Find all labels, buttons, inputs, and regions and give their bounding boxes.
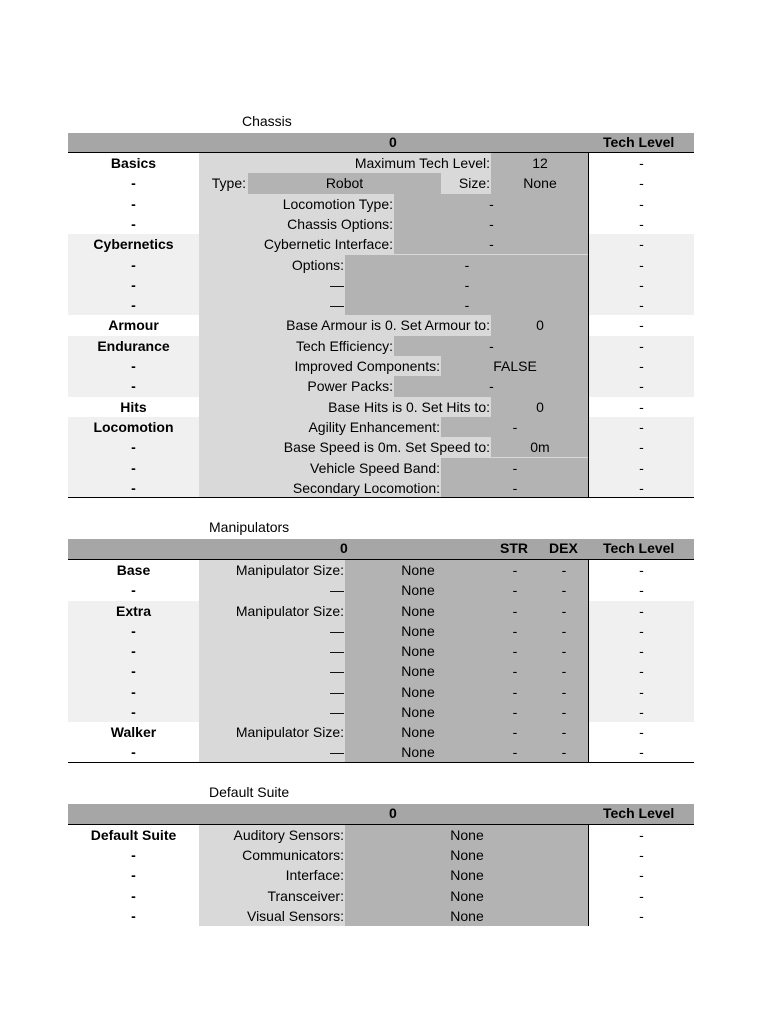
default-suite-header <box>68 804 694 824</box>
chassis-row-value[interactable]: - <box>464 276 470 293</box>
manipulators-row-value[interactable]: None <box>401 703 435 720</box>
chassis-row-label: — <box>330 276 344 293</box>
manipulators-row-tech: - <box>639 582 644 599</box>
chassis-row-label: Tech Efficiency: <box>295 337 393 354</box>
manipulators-row-str: - <box>512 683 518 700</box>
manipulators-row-dex: - <box>561 703 567 720</box>
chassis-row-label: Vehicle Speed Band: <box>310 459 440 476</box>
manipulators-row-str: - <box>512 643 518 659</box>
chassis-header-tech: Tech Level <box>603 134 675 150</box>
default-suite-row-group: Default Suite <box>90 827 177 843</box>
chassis-row-group: - <box>131 297 136 314</box>
default-suite-title: Default Suite <box>209 784 290 800</box>
manipulators-row-value[interactable]: None <box>401 562 435 578</box>
manipulators-row-str: - <box>512 582 518 599</box>
manipulators-row-group: Extra <box>115 602 152 619</box>
manipulators-row-dex: - <box>561 643 567 659</box>
manipulators-row-str: - <box>512 703 518 720</box>
manipulators-header <box>68 539 694 559</box>
default-suite-row-group: - <box>131 847 136 864</box>
chassis-row-tech: - <box>639 297 644 314</box>
manipulators-header-value: 0 <box>340 540 348 556</box>
chassis-row-value[interactable]: - <box>489 195 494 212</box>
chassis-row-label: Base Speed is 0m. Set Speed to: <box>283 439 490 456</box>
manipulators-row-value[interactable]: None <box>401 663 435 680</box>
default-suite-row-tech: - <box>639 847 644 864</box>
chassis-row-group: Locomotion <box>93 418 174 435</box>
chassis-header-value: 0 <box>389 134 397 150</box>
chassis-row-label: Locomotion Type: <box>282 195 393 212</box>
chassis-row-tech: - <box>639 439 644 456</box>
manipulators-row-str: - <box>512 622 518 639</box>
manipulators-row-group: - <box>131 663 136 680</box>
manipulators-row-tech: - <box>639 683 644 700</box>
chassis-row-tech: - <box>639 418 644 435</box>
manipulators-row-label: Manipulator Size: <box>235 602 344 619</box>
manipulators-row-label: Manipulator Size: <box>235 724 344 740</box>
default-suite-row-tech: - <box>639 867 644 884</box>
manipulators-row-tech: - <box>639 622 644 639</box>
manipulators-row-label: — <box>330 622 344 639</box>
manipulators-header-str: STR <box>500 540 528 556</box>
chassis-row-group: Basics <box>110 155 157 171</box>
chassis-size-value[interactable]: None <box>523 175 557 192</box>
manipulators-row-label: — <box>330 703 344 720</box>
chassis-row-value[interactable]: - <box>489 378 494 395</box>
chassis-row-value[interactable]: - <box>512 418 518 435</box>
chassis-row-group: - <box>131 215 136 232</box>
chassis-row-group: - <box>131 439 136 456</box>
chassis-row-group: - <box>131 256 136 273</box>
manipulators-row-group: - <box>131 744 136 761</box>
chassis-row-value[interactable]: - <box>464 256 470 273</box>
chassis-row-tech: - <box>639 215 644 232</box>
chassis-row-value[interactable]: - <box>464 297 470 314</box>
default-suite-row-value[interactable]: None <box>450 867 484 884</box>
chassis-row-tech: - <box>639 337 644 354</box>
manipulators-row-group: - <box>131 622 136 639</box>
default-suite-row-tech: - <box>639 907 644 924</box>
default-suite-row-label: Interface: <box>285 867 344 884</box>
chassis-row-group: Armour <box>108 317 159 334</box>
manipulators-row-tech: - <box>639 663 644 680</box>
chassis-row-group: Cybernetics <box>93 236 174 253</box>
manipulators-row-group: - <box>131 643 136 659</box>
manipulators-row-group: - <box>131 703 136 720</box>
manipulators-row-label: Manipulator Size: <box>235 562 344 578</box>
manipulators-row-dex: - <box>561 562 567 578</box>
manipulators-row-label: — <box>330 663 344 680</box>
chassis-header <box>68 133 694 153</box>
manipulators-row-str: - <box>512 724 518 740</box>
chassis-row-label: Options: <box>291 256 344 273</box>
chassis-row-label: Cybernetic Interface: <box>263 236 393 253</box>
manipulators-row-dex: - <box>561 602 567 619</box>
chassis-title: Chassis <box>242 113 292 129</box>
chassis-row-group: - <box>131 358 136 374</box>
default-suite-header-value: 0 <box>389 805 397 821</box>
manipulators-title: Manipulators <box>209 519 290 535</box>
manipulators-row-label: — <box>330 643 344 659</box>
manipulators-row-group: - <box>131 683 136 700</box>
chassis-row-tech: - <box>639 195 644 212</box>
manipulators-row-value[interactable]: None <box>401 744 435 761</box>
manipulators-divider <box>588 560 589 762</box>
chassis-size-label: Size: <box>458 175 490 192</box>
chassis-row-label: Base Hits is 0. Set Hits to: <box>328 398 490 415</box>
manipulators-row-dex: - <box>561 744 567 761</box>
chassis-row-value[interactable]: - <box>489 215 494 232</box>
manipulators-row-dex: - <box>561 582 567 599</box>
manipulators-row-dex: - <box>561 622 567 639</box>
default-suite-row-value[interactable]: None <box>450 887 484 904</box>
default-suite-row-label: Visual Sensors: <box>246 907 344 924</box>
chassis-row-label: Agility Enhancement: <box>308 418 440 435</box>
default-suite-row-group: - <box>131 867 136 884</box>
manipulators-row-dex: - <box>561 663 567 680</box>
chassis-row-label: — <box>330 297 344 314</box>
manipulators-row-tech: - <box>639 562 644 578</box>
manipulators-row-group: - <box>131 582 136 599</box>
chassis-row-label: Secondary Locomotion: <box>292 479 440 496</box>
chassis-row-value[interactable]: 0 <box>536 398 544 415</box>
manipulators-row-value[interactable]: None <box>401 622 435 639</box>
manipulators-row-value[interactable]: None <box>401 683 435 700</box>
manipulators-row-dex: - <box>561 724 567 740</box>
chassis-row-group: - <box>131 195 136 212</box>
manipulators-row-label: — <box>330 582 344 599</box>
chassis-row-value[interactable]: - <box>489 337 494 354</box>
chassis-row-tech: - <box>639 459 644 476</box>
default-suite-row-tech: - <box>639 887 644 904</box>
chassis-row-tech: - <box>639 256 644 273</box>
chassis-row-tech: - <box>639 398 644 415</box>
chassis-row-tech: - <box>639 317 644 334</box>
chassis-bottom-rule <box>68 497 694 498</box>
chassis-row-tech: - <box>639 479 644 496</box>
chassis-row-group: - <box>131 459 136 476</box>
chassis-row-value[interactable]: 0 <box>536 317 544 334</box>
default-suite-divider <box>588 825 589 926</box>
manipulators-header-dex: DEX <box>549 540 578 556</box>
chassis-row-group: - <box>131 479 136 496</box>
chassis-divider <box>588 153 589 497</box>
chassis-row-tech: - <box>639 236 644 253</box>
default-suite-row-value[interactable]: None <box>450 827 484 843</box>
default-suite-row-label: Communicators: <box>242 847 344 864</box>
default-suite-row-tech: - <box>639 827 644 843</box>
manipulators-row-tech: - <box>639 744 644 761</box>
chassis-row-label: Maximum Tech Level: <box>354 155 490 171</box>
manipulators-row-tech: - <box>639 703 644 720</box>
manipulators-row-str: - <box>512 663 518 680</box>
default-suite-row-label: Auditory Sensors: <box>233 827 344 843</box>
chassis-row-tech: - <box>639 378 644 395</box>
chassis-row-tech: - <box>639 175 644 192</box>
manipulators-row-group: Walker <box>110 724 157 740</box>
chassis-row-group: - <box>131 378 136 395</box>
manipulators-row-value[interactable]: None <box>401 582 435 599</box>
manipulators-row-group: Base <box>116 562 151 578</box>
chassis-row-tech: - <box>639 276 644 293</box>
manipulators-row-tech: - <box>639 602 644 619</box>
default-suite-row-value[interactable]: None <box>450 907 484 924</box>
manipulators-row-dex: - <box>561 683 567 700</box>
chassis-row-value[interactable]: FALSE <box>493 358 537 374</box>
chassis-row-label: Base Armour is 0. Set Armour to: <box>286 317 490 334</box>
manipulators-row-value[interactable]: None <box>401 724 435 740</box>
default-suite-row-label: Transceiver: <box>267 887 344 904</box>
chassis-row-tech: - <box>639 155 644 171</box>
manipulators-row-label: — <box>330 683 344 700</box>
manipulators-row-value[interactable]: None <box>401 602 435 619</box>
chassis-row-label: Power Packs: <box>307 378 393 395</box>
chassis-row-tech: - <box>639 358 644 374</box>
chassis-row-value[interactable]: - <box>512 479 518 496</box>
chassis-row-value[interactable]: - <box>489 236 494 253</box>
manipulators-row-tech: - <box>639 643 644 659</box>
chassis-row-label: Chassis Options: <box>287 215 393 232</box>
manipulators-row-str: - <box>512 562 518 578</box>
chassis-row-group: - <box>131 175 136 192</box>
chassis-row-value[interactable]: 12 <box>532 155 548 171</box>
chassis-row-group: Endurance <box>97 337 170 354</box>
chassis-row-label: Improved Components: <box>294 358 440 374</box>
default-suite-row-group: - <box>131 887 136 904</box>
manipulators-row-value[interactable]: None <box>401 643 435 659</box>
manipulators-bottom-rule <box>68 762 694 763</box>
manipulators-row-str: - <box>512 602 518 619</box>
chassis-row-value[interactable]: 0m <box>530 439 550 456</box>
chassis-type-value[interactable]: Robot <box>325 175 364 192</box>
manipulators-row-tech: - <box>639 724 644 740</box>
manipulators-row-str: - <box>512 744 518 761</box>
chassis-row-value[interactable]: - <box>512 459 518 476</box>
chassis-row-group: - <box>131 276 136 293</box>
default-suite-row-group: - <box>131 907 136 924</box>
manipulators-row-label: — <box>330 744 344 761</box>
chassis-type-label: Type: <box>211 175 246 192</box>
default-suite-row-value[interactable]: None <box>450 847 484 864</box>
default-suite-header-tech: Tech Level <box>603 805 675 821</box>
manipulators-header-tech: Tech Level <box>603 540 675 556</box>
chassis-row-group: Hits <box>120 398 147 415</box>
